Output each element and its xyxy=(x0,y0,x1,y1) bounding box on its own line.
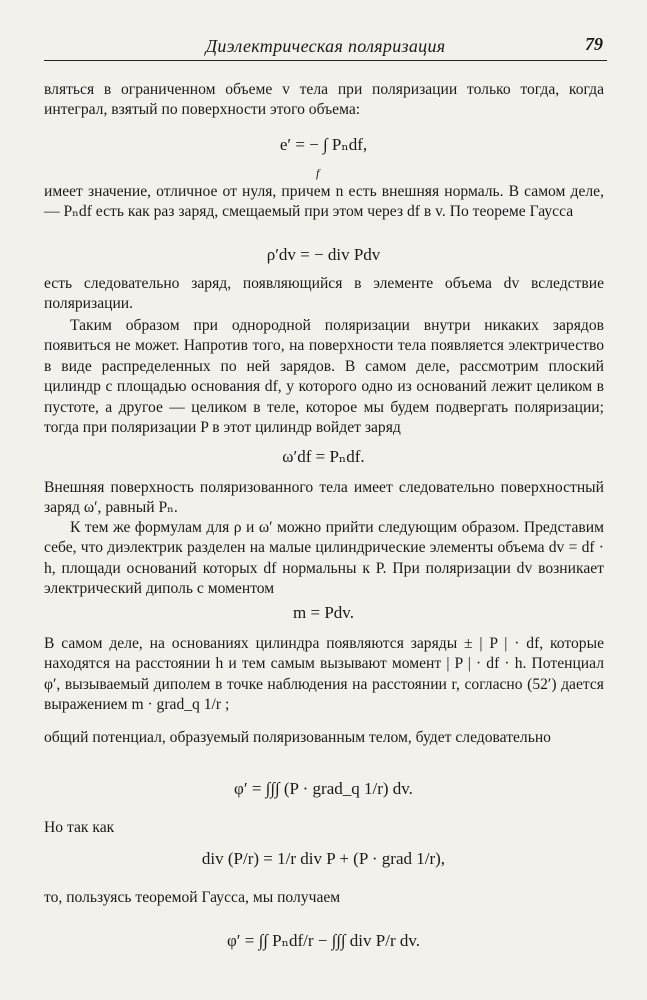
paragraph-7-text: В самом деле, на основаниях цилиндра появляются заряды ± | P | · df, которые находятся на расстоянии h и тем самым вызывают момент | P | · df · h. Потенциал φ′, вызываемый диполем в точке наблюдения на расстоянии r, согласно (52′) дается выражением xyxy=(44,635,604,714)
paragraph-1: вляться в ограниченном объеме v тела при поляризации только тогда, когда интеграл, взятый по поверхности этого объема: xyxy=(44,81,604,119)
formula-divergence-identity: div (P/r) = 1/r div P + (P · grad 1/r), xyxy=(201,849,446,868)
formula-surface-charge-integral xyxy=(0,134,647,180)
page-header xyxy=(44,34,607,61)
formula-potential-result: φ′ = ∫∫ Pₙdf/r − ∫∫∫ div P/r dv. xyxy=(226,931,421,950)
formula-surface-charge: ω′df = Pₙdf. xyxy=(282,447,365,466)
running-title: Диэлектрическая поляризация xyxy=(205,36,446,56)
page-number: 79 xyxy=(585,34,603,54)
paragraph-8: общий потенциал, образуемый поляризованным телом, будет следовательно xyxy=(44,729,551,746)
formula-gauss-density: ρ′dv = − div Pdv xyxy=(266,245,381,264)
paragraph-6: К тем же формулам для ρ и ω′ можно прийти следующим образом. Представим себе, что диэлектрик разделен на малые цилиндрические элементы объема dv = df · h, площади оснований которых df нормальны к P. При поляризации dv возникает электрический диполь с моментом xyxy=(44,519,604,598)
formula-text: e′ = − ∫ Pₙdf, xyxy=(279,135,368,154)
formula-total-potential: φ′ = ∫∫∫ (P · grad_q 1/r) dv. xyxy=(234,779,413,798)
paragraph-10: то, пользуясь теоремой Гаусса, мы получаем xyxy=(44,889,341,906)
formula-dipole-potential-inline: m · grad_q 1/r ; xyxy=(131,696,230,714)
paragraph-2: имеет значение, отличное от нуля, причем n есть внешняя нормаль. В самом деле, — Pₙdf есть как раз заряд, смещаемый при этом через df в v. По теореме Гаусса xyxy=(44,183,604,221)
paragraph-5: Внешняя поверхность поляризованного тела имеет следовательно поверхностный заряд ω′, равный Pₙ. xyxy=(44,479,604,517)
paragraph-3: есть следовательно заряд, появляющийся в элементе объема dv вследствие поляризации. xyxy=(44,275,604,313)
paragraph-7 xyxy=(44,634,604,716)
integral-lower-limit: f xyxy=(316,166,320,180)
paragraph-4: Таким образом при однородной поляризации внутри никаких зарядов появиться не может. Напротив того, на поверхности тела появляется электричество в виде распределенных по ней зарядов. В самом деле, рассмотрим плоский цилиндр с площадью основания df, у которого одно из оснований лежит целиком в пустоте, а другое — целиком в теле, которое мы будем подвергать поляризации; тогда при поляризации P в этот цилиндр войдет заряд xyxy=(44,317,604,437)
formula-dipole-moment: m = Pdv. xyxy=(293,603,354,622)
paragraph-9: Но так как xyxy=(44,819,115,836)
